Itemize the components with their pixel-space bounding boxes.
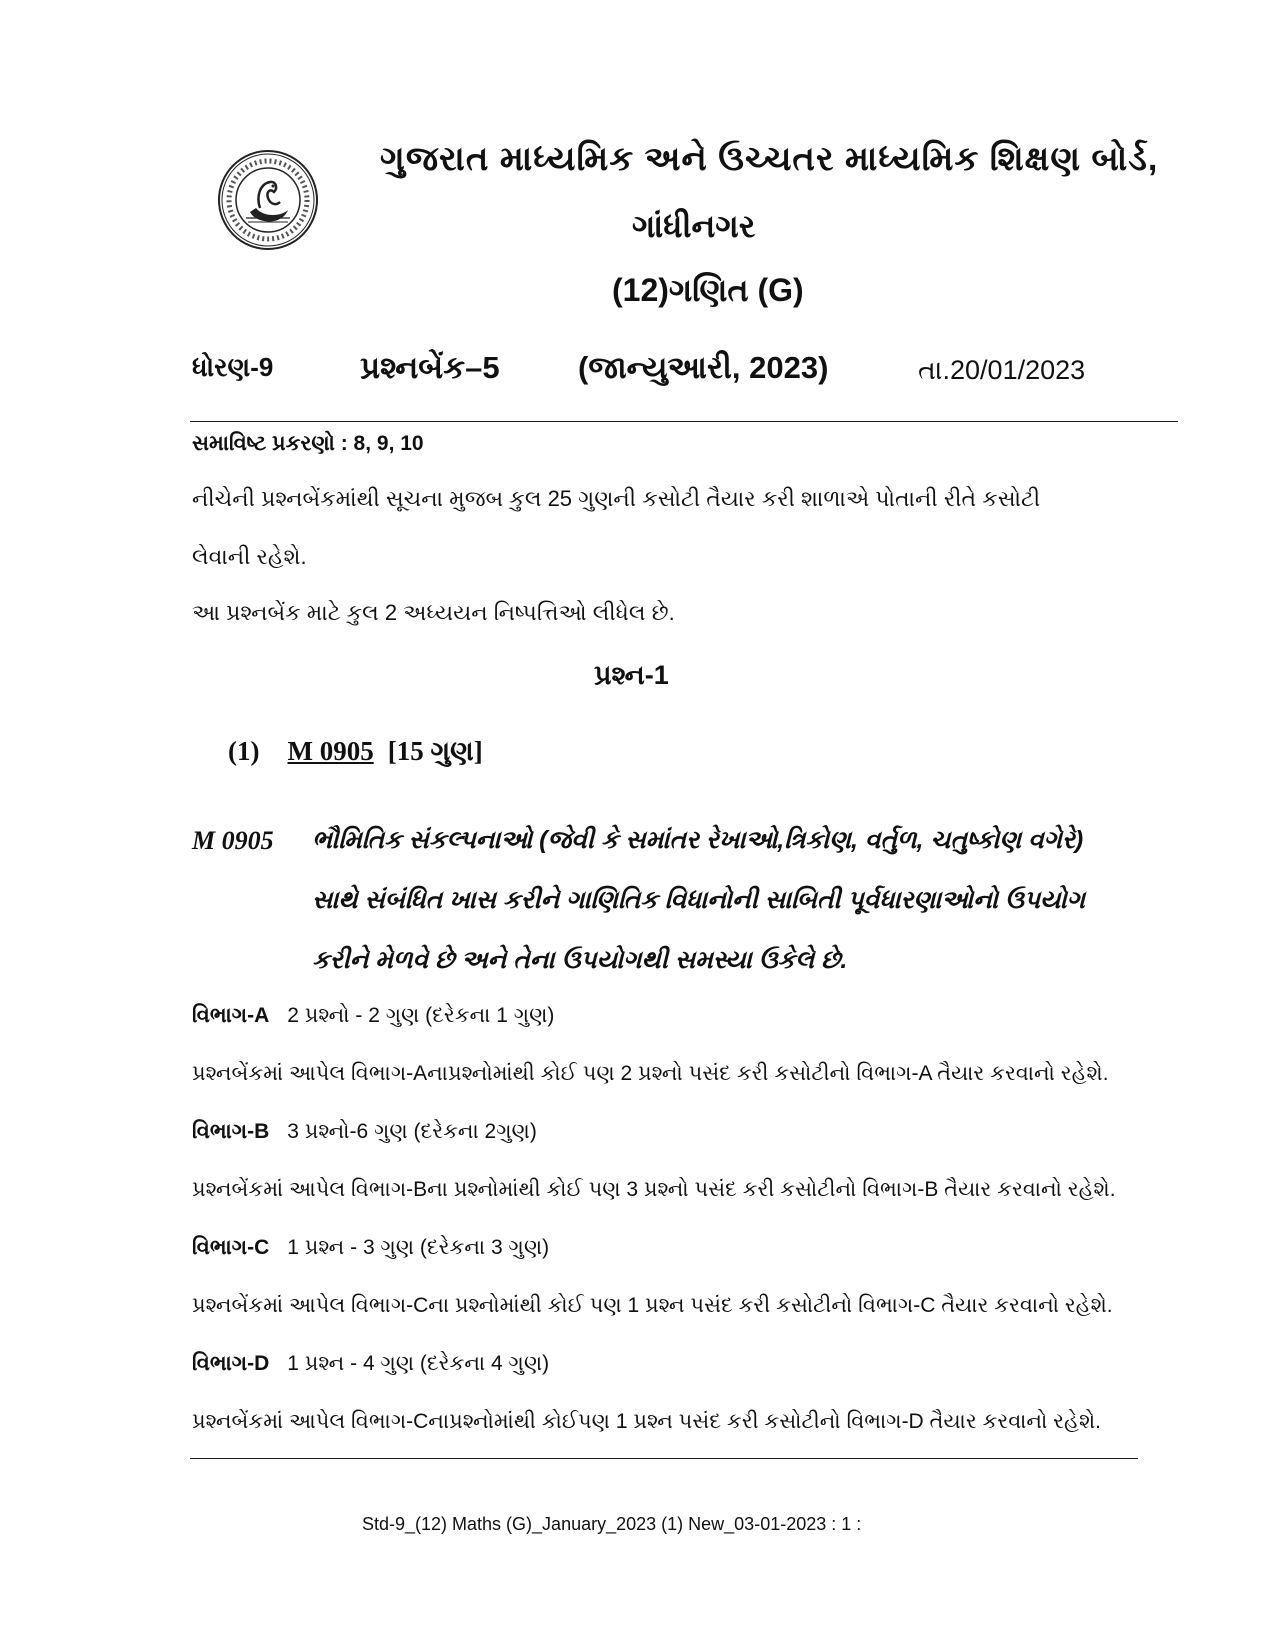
page-footer: Std-9_(12) Maths (G)_January_2023 (1) New_03-01-2023 : 1 : [362, 1514, 862, 1534]
intro-line-1: નીચેની પ્રશ્નબેંકમાંથી સૂચના મુજબ કુલ 25 ગુણની કસોટી તૈયાર કરી શાળાએ પોતાની રીતે કસોટી [192, 486, 1041, 511]
outcome-line-2: સાથે સંબંધિત ખાસ કરીને ગાણિતિક વિધાનોની સાબિતી પૂર્વધારણાઓનો ઉપયોગ [312, 886, 1086, 914]
section-marks: 2 પ્રશ્નો - 2 ગુણ (દરેકના 1 ગુણ) [287, 1004, 555, 1027]
section-d-instruction: પ્રશ્નબેંકમાં આપેલ વિભાગ-Cનાપ્રશ્નોમાંથી કોઈપણ 1 પ્રશ્ન પસંદ કરી કસોટીનો વિભાગ-D તૈયાર કરવાનો રહેશે. [192, 1410, 1101, 1433]
sub-marks: [15 ગુણ] [387, 736, 483, 766]
section-c-heading [192, 1236, 549, 1260]
outcome-code: M 0905 [192, 826, 274, 855]
section-marks: 3 પ્રશ્નો-6 ગુણ (દરેકના 2ગુણ) [287, 1120, 537, 1143]
month-label: (જાન્યુઆરી, 2023) [578, 350, 829, 385]
bottom-divider [190, 1458, 1138, 1459]
section-marks: 1 પ્રશ્ન - 3 ગુણ (દરેકના 3 ગુણ) [287, 1236, 550, 1259]
section-label: વિભાગ-C [192, 1236, 270, 1259]
intro-line-2: લેવાની રહેશે. [192, 544, 307, 569]
section-label: વિભાગ-B [192, 1120, 270, 1143]
subject-title: (12)ગણિત (G) [612, 272, 804, 308]
section-b-instruction: પ્રશ્નબેંકમાં આપેલ વિભાગ-Bના પ્રશ્નોમાંથી કોઈ પણ 3 પ્રશ્નો પસંદ કરી કસોટીનો વિભાગ-B તૈયાર કરવાનો રહેશે. [192, 1178, 1116, 1201]
board-name: ગુજરાત માધ્યમિક અને ઉચ્ચતર માધ્યમિક શિક્ષણ બોર્ડ, [380, 140, 1159, 178]
sub-number: (1) [228, 736, 260, 766]
section-label: વિભાગ-A [192, 1004, 270, 1027]
top-divider [190, 421, 1178, 422]
outcome-line-3: કરીને મેળવે છે અને તેના ઉપયોગથી સમસ્યા ઉકેલે છે. [312, 946, 848, 974]
question-heading: પ્રશ્ન-1 [594, 660, 669, 690]
standard-label: ધોરણ-9 [192, 352, 274, 382]
section-a-instruction: પ્રશ્નબેંકમાં આપેલ વિભાગ-Aનાપ્રશ્નોમાંથી કોઈ પણ 2 પ્રશ્નો પસંદ કરી કસોટીનો વિભાગ-A તૈયાર કરવાનો રહેશે. [192, 1062, 1109, 1085]
section-d-heading [192, 1352, 549, 1376]
date-label: તા.20/01/2023 [918, 355, 1086, 385]
seal-icon [216, 148, 320, 252]
outcome-line-1: ભૌમિતિક સંકલ્પનાઓ (જેવી કે સમાંતર રેખાઓ,ત્રિકોણ, વર્તુળ, ચતુષ્કોણ વગેરે) [312, 826, 1084, 854]
section-c-instruction: પ્રશ્નબેંકમાં આપેલ વિભાગ-Cના પ્રશ્નોમાંથી કોઈ પણ 1 પ્રશ્ન પસંદ કરી કસોટીનો વિભાગ-C તૈયાર કરવાનો રહેશે. [192, 1294, 1113, 1317]
intro-line-3: આ પ્રશ્નબેંક માટે કુલ 2 અધ્યયન નિષ્પત્તિઓ લીધેલ છે. [192, 600, 675, 625]
section-marks: 1 પ્રશ્ન - 4 ગુણ (દરેકના 4 ગુણ) [287, 1352, 550, 1375]
section-b-heading [192, 1120, 537, 1144]
question-subheading [228, 736, 483, 768]
board-city: ગાંધીનગર [632, 208, 756, 244]
section-a-heading [192, 1004, 554, 1028]
chapters-line: સમાવિષ્ટ પ્રકરણો : 8, 9, 10 [192, 432, 424, 455]
question-bank-label: પ્રશ્નબેંક–5 [360, 350, 500, 385]
section-label: વિભાગ-D [192, 1352, 270, 1375]
sub-code: M 0905 [287, 736, 374, 766]
board-logo [216, 148, 320, 252]
